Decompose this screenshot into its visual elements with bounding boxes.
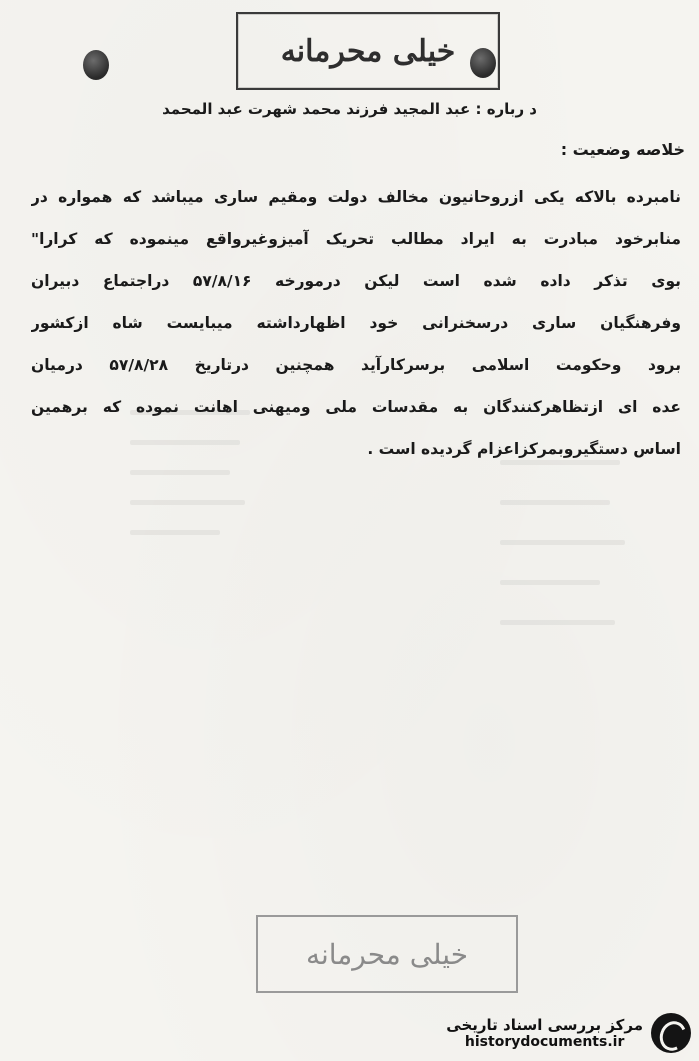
confidential-stamp-top [236,12,500,90]
subject-line: د رباره : عبد المجید فرزند محمد شهرت عبد المحمد [162,100,537,118]
archive-logo-icon [651,1013,691,1053]
archive-url: historydocuments.ir [464,1033,625,1050]
body-line-2: منابرخود مبادرت به ایراد مطالب تحریک آمیزوغیرواقع مینموده که کرارا" [31,230,681,248]
summary-heading: خلاصه وضعیت : [560,140,685,159]
confidential-stamp-top-text: خیلی محرمانه [280,33,456,69]
archive-logo [446,1013,691,1053]
binder-hole-left [83,50,109,80]
confidential-stamp-bottom-text: خیلی محرمانه [305,937,469,971]
confidential-stamp-bottom [256,915,518,993]
body-line-6: عده ای ازتظاهرکنندگان به مقدسات ملی ومیهنی اهانت نموده که برهمین [31,398,681,416]
body-line-3: بوی تذکر داده شده است لیکن درمورخه ۵۷/۸/۱۶ دراجتماع دبیران [31,272,681,290]
body-line-5: برود وحکومت اسلامی برسرکارآید همچنین درتاریخ ۵۷/۸/۲۸ درمیان [31,356,681,374]
body-line-4: وفرهنگیان ساری درسخنرانی خود اظهارداشته میبایست شاه ازکشور [31,314,681,332]
archive-org-name: مرکز بررسی اسناد تاریخی [446,1015,643,1034]
body-line-7: اساس دستگیروبمرکزاعزام گردیده است . [367,440,681,458]
archive-logo-text [446,1016,643,1051]
body-line-1: نامبرده بالاکه یکی ازروحانیون مخالف دولت ومقیم ساری میباشد که همواره در [31,188,681,206]
body-text [31,176,681,470]
